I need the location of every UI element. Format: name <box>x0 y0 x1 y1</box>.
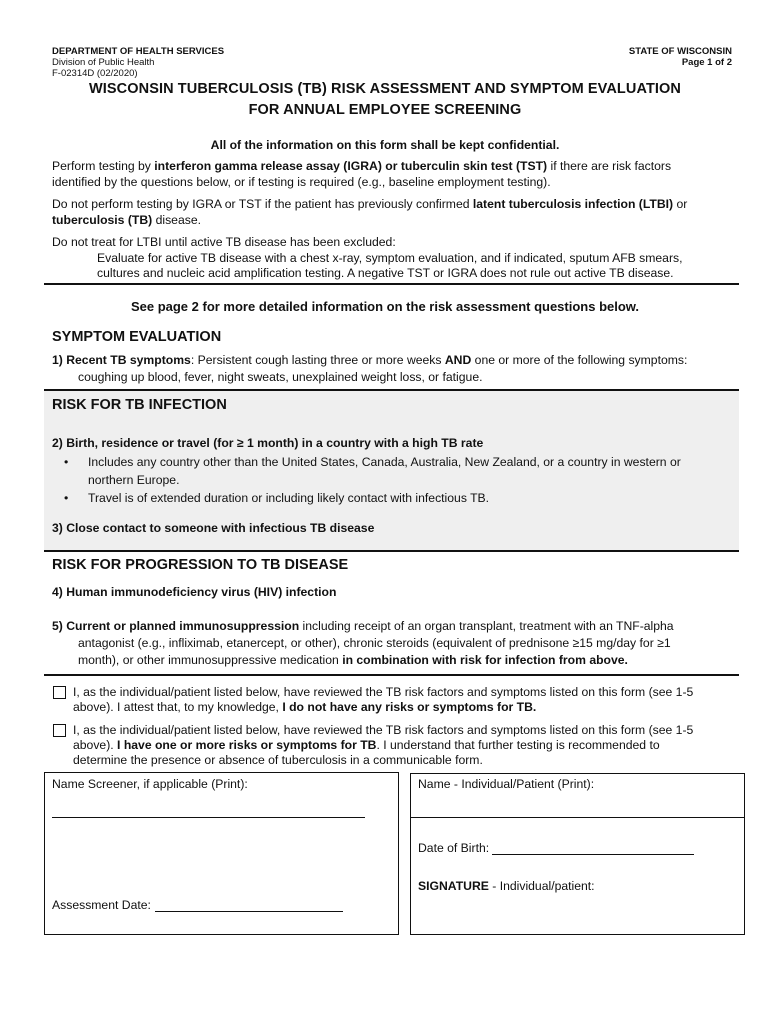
signature-label: SIGNATURE - Individual/patient: <box>418 879 595 893</box>
dob-label: Date of Birth: <box>418 841 490 855</box>
intro-indent-2: cultures and nucleic acid amplification testing. A negative TST or IGRA does not rule out active TB disease. <box>97 266 674 280</box>
has-risk-attestation: I, as the individual/patient listed below, have reviewed the TB risk factors and symptoms listed on this form (see 1-5 above). I have one or more risks or symptoms for TB. I understand that further testing is recommended to determine the presence or absence of tuberculosis in a communicable form. <box>73 723 694 767</box>
risk-progression-heading: RISK FOR PROGRESSION TO TB DISEASE <box>52 557 349 573</box>
assessment-date-label: Assessment Date: <box>52 898 151 912</box>
patient-box-divider <box>410 817 744 818</box>
department-name: DEPARTMENT OF HEALTH SERVICES <box>52 46 225 57</box>
intro-indent-1: Evaluate for active TB disease with a chest x-ray, symptom evaluation, and if indicated, sputum AFB smears, <box>97 251 683 265</box>
question-2: 2) Birth, residence or travel (for ≥ 1 month) in a country with a high TB rate <box>52 436 484 450</box>
bullet-item: • Travel is of extended duration or including likely contact with infectious TB. <box>64 491 490 505</box>
screener-name-input[interactable] <box>52 817 365 818</box>
page-number: Page 1 of 2 <box>681 57 732 68</box>
bullet-item: • Includes any country other than the United States, Canada, Australia, New Zealand, or a country in western or northern Europe. <box>64 455 681 487</box>
see-page-2-note: See page 2 for more detailed information on the risk assessment questions below. <box>130 299 640 314</box>
state-name: STATE OF WISCONSIN <box>628 46 732 57</box>
no-risk-attestation: I, as the individual/patient listed below, have reviewed the TB risk factors and symptoms listed on this form (see 1-5 above). I attest that, to my knowledge, I do not have any risks or symptoms for TB. <box>73 685 694 714</box>
question-4: 4) Human immunodeficiency virus (HIV) infection <box>52 585 337 599</box>
section-divider <box>44 674 739 676</box>
question-3: 3) Close contact to someone with infectious TB disease <box>52 521 375 535</box>
question-1: 1) Recent TB symptoms: Persistent cough lasting three or more weeks AND one or more of the following symptoms: <box>52 353 688 367</box>
intro-paragraph-2: Do not perform testing by IGRA or TST if the patient has previously confirmed latent tuberculosis infection (LTBI) or tuberculosis (TB) disease. <box>52 197 688 227</box>
no-risk-checkbox[interactable] <box>53 686 66 699</box>
form-id: F-02314D (02/2020) <box>52 68 138 79</box>
assessment-date-input[interactable] <box>155 911 343 912</box>
question-5: 5) Current or planned immunosuppression including receipt of an organ transplant, treatment with an TNF-alpha <box>52 619 674 633</box>
question-1-detail: coughing up blood, fever, night sweats, unexplained weight loss, or fatigue. <box>78 370 483 384</box>
section-divider <box>44 283 739 285</box>
form-title-line2: FOR ANNUAL EMPLOYEE SCREENING <box>248 102 522 118</box>
question-5-line2: antagonist (e.g., infliximab, etanercept, or other), chronic steroids (equivalent of prednisone ≥15 mg/day for ≥1 <box>78 636 671 650</box>
symptom-evaluation-heading: SYMPTOM EVALUATION <box>52 329 222 345</box>
form-title-line1: WISCONSIN TUBERCULOSIS (TB) RISK ASSESSMENT AND SYMPTOM EVALUATION <box>89 81 681 97</box>
intro-paragraph-1: Perform testing by interferon gamma release assay (IGRA) or tuberculin skin test (TST) if there are risk factors identified by the questions below, or if testing is required (e.g., baseline employment testing). <box>52 159 672 189</box>
section-divider <box>44 550 739 552</box>
question-5-line3: month), or other immunosuppressive medication in combination with risk for infection from above. <box>78 653 628 667</box>
intro-paragraph-3: Do not treat for LTBI until active TB disease has been excluded: <box>52 235 396 249</box>
patient-name-label: Name - Individual/Patient (Print): <box>418 777 595 791</box>
division-name: Division of Public Health <box>52 57 155 68</box>
risk-infection-heading: RISK FOR TB INFECTION <box>52 397 227 413</box>
dob-input[interactable] <box>492 854 694 855</box>
confidential-note: All of the information on this form shall be kept confidential. <box>210 138 560 152</box>
has-risk-checkbox[interactable] <box>53 724 66 737</box>
screener-name-label: Name Screener, if applicable (Print): <box>52 777 248 791</box>
